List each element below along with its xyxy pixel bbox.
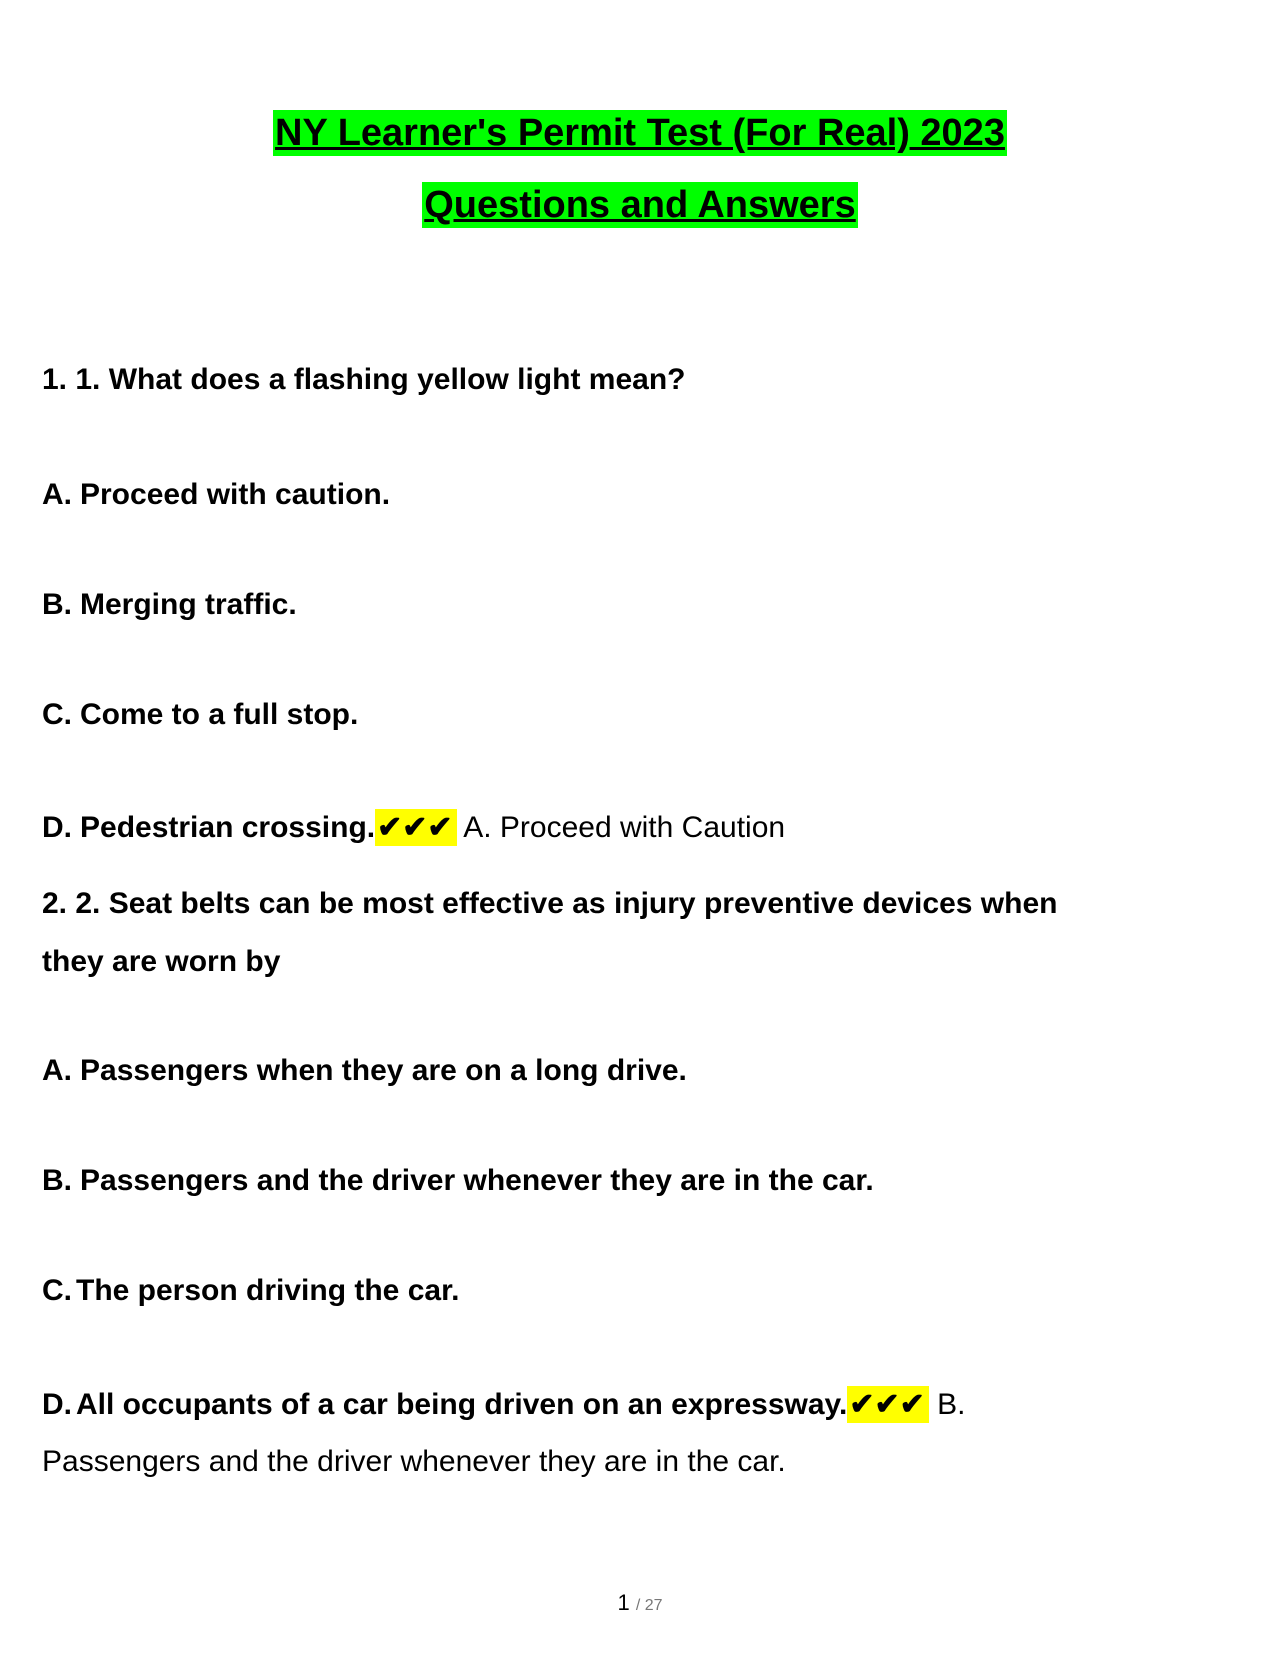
answer-text: A. Proceed with Caution <box>463 811 786 844</box>
option-text: Passengers and the driver whenever they are in the car. <box>80 1164 874 1197</box>
option-letter: B. <box>42 588 72 621</box>
page-indicator <box>0 1590 1280 1616</box>
answer-text: B. <box>937 1388 966 1421</box>
total-pages: / 27 <box>635 1597 663 1614</box>
option-d <box>42 808 785 848</box>
option-text: Proceed with caution. <box>80 478 391 511</box>
option-text: Merging traffic. <box>80 588 297 621</box>
title-line-2: Questions and Answers <box>424 184 856 226</box>
option-letter: A. <box>42 478 72 511</box>
option-text: All occupants of a car being driven on an expressway. <box>76 1388 848 1421</box>
option-letter: A. <box>42 1054 72 1087</box>
option-c <box>42 695 358 735</box>
question-2-continued <box>42 942 280 982</box>
question-text: they are worn by <box>42 945 281 978</box>
option-b <box>42 1161 874 1201</box>
option-text: Pedestrian crossing. <box>80 811 376 844</box>
option-c <box>42 1271 459 1311</box>
option-letter: B. <box>42 1164 72 1197</box>
option-a <box>42 475 390 515</box>
option-d <box>42 1385 965 1425</box>
check-marks-icon: ✔✔✔ <box>847 1386 928 1423</box>
answer-text: Passengers and the driver whenever they are in the car. <box>42 1445 786 1478</box>
answer-continued <box>42 1442 786 1482</box>
check-marks-icon: ✔✔✔ <box>375 809 456 846</box>
question-number: 1. <box>42 363 68 396</box>
option-text: Passengers when they are on a long drive. <box>80 1054 687 1087</box>
question-text: 1. What does a flashing yellow light mean? <box>75 363 686 396</box>
question-1 <box>42 360 685 400</box>
option-text: The person driving the car. <box>76 1274 460 1307</box>
current-page: 1 <box>617 1590 630 1615</box>
option-b <box>42 585 297 625</box>
title-line-1: NY Learner's Permit Test (For Real) 2023 <box>275 112 1005 154</box>
option-a <box>42 1051 687 1091</box>
option-letter: D. <box>42 811 72 844</box>
question-text: 2. Seat belts can be most effective as injury preventive devices when <box>75 887 1058 920</box>
option-text: Come to a full stop. <box>80 698 359 731</box>
option-letter: D. <box>42 1388 72 1421</box>
document-title <box>0 110 1280 228</box>
question-number: 2. <box>42 887 68 920</box>
option-letter: C. <box>42 1274 72 1307</box>
question-2 <box>42 884 1057 924</box>
option-letter: C. <box>42 698 72 731</box>
